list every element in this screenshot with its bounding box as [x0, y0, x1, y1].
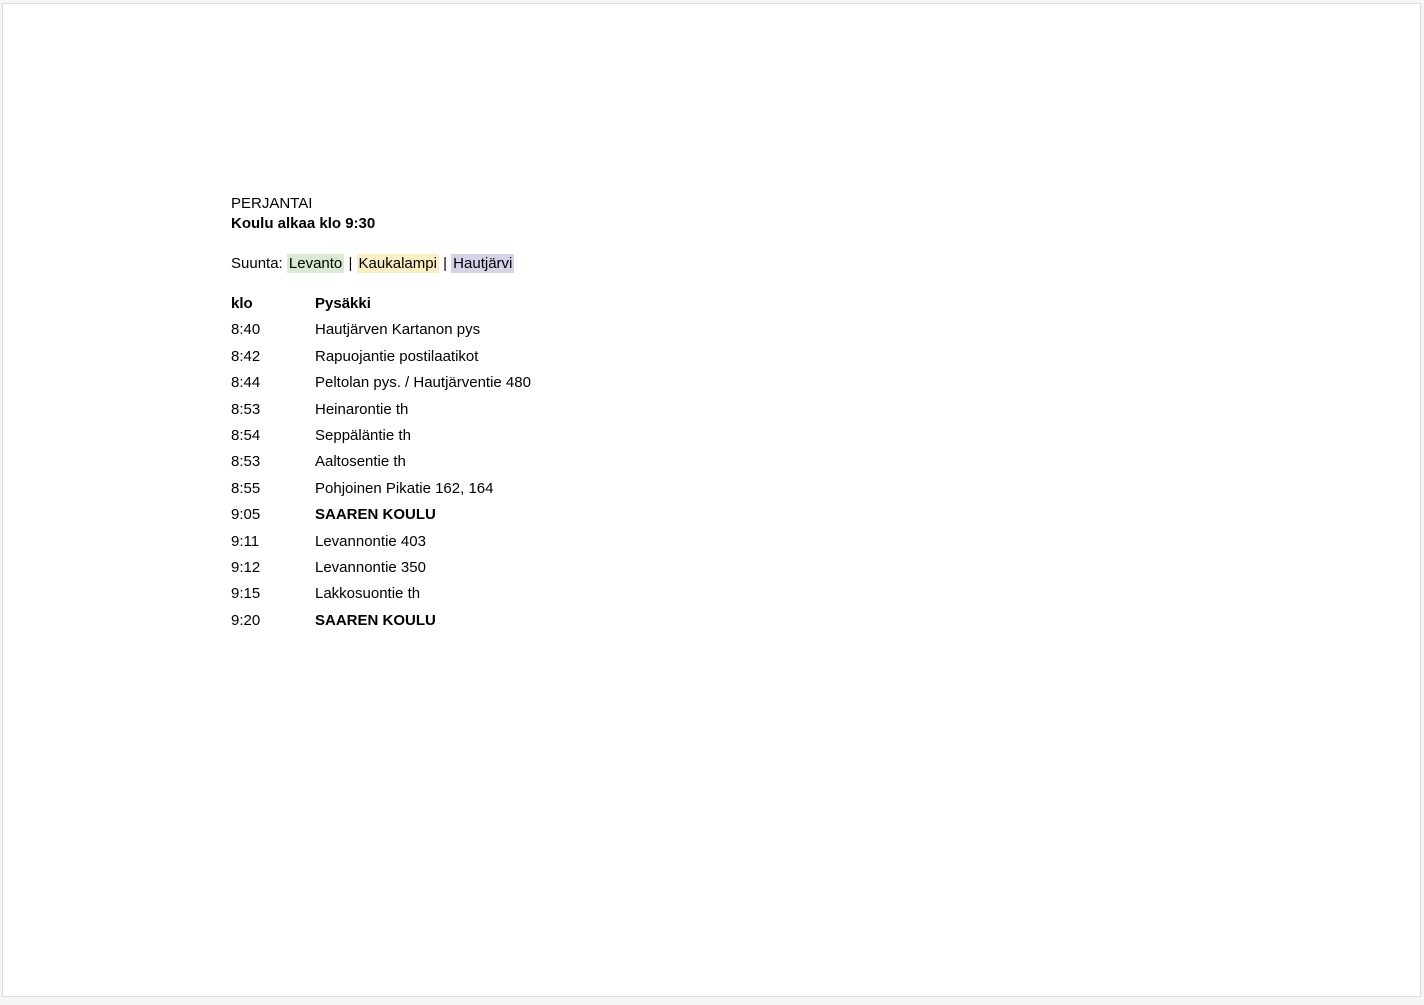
stop-time: 8:44: [231, 374, 261, 392]
stop-name: Pohjoinen Pikatie 162, 164: [315, 479, 494, 497]
table-row: [231, 317, 531, 343]
direction-separator: |: [348, 255, 353, 272]
stop-name: Aaltosentie th: [315, 453, 406, 471]
direction-stop-kaukalampi: Kaukalampi: [358, 255, 437, 272]
stop-name: Peltolan pys. / Hautjärventie 480: [315, 374, 531, 392]
table-row: [231, 608, 531, 634]
direction-stop-hautjarvi: Hautjärvi: [453, 255, 513, 272]
table-row: [231, 344, 531, 370]
stop-time: 8:53: [231, 400, 261, 418]
table-row: [231, 555, 531, 581]
stop-name: Lakkosuontie th: [315, 585, 421, 603]
table-row: [231, 423, 531, 449]
stop-time: 8:42: [231, 347, 261, 365]
table-row: [231, 449, 531, 475]
stop-time: 9:11: [231, 532, 260, 550]
blank-line: [231, 234, 531, 254]
stop-time: 9:05: [231, 506, 261, 524]
document-content: [231, 194, 531, 634]
table-row: [231, 370, 531, 396]
table-header-row: [231, 291, 531, 317]
table-row: [231, 529, 531, 555]
direction-label: Suunta:: [231, 255, 283, 272]
stop-name: Rapuojantie postilaatikot: [315, 347, 479, 365]
stop-time: 8:55: [231, 479, 261, 497]
stop-name: Levannontie 403: [315, 532, 426, 550]
header-stop: Pysäkki: [315, 295, 371, 312]
direction-line: [231, 254, 531, 274]
stop-name: Hautjärven Kartanon pys: [315, 321, 481, 339]
stop-name: Heinarontie th: [315, 400, 409, 418]
stop-name: Levannontie 350: [315, 559, 426, 577]
table-row: [231, 476, 531, 502]
stop-time: 8:54: [231, 427, 261, 445]
table-row: [231, 397, 531, 423]
stop-time: 8:40: [231, 321, 261, 339]
bus-schedule-table: [231, 291, 531, 634]
direction-separator: |: [443, 255, 447, 272]
stop-name: Seppäläntie th: [315, 427, 411, 445]
stop-name-school: SAAREN KOULU: [315, 611, 436, 629]
stop-time: 9:15: [231, 585, 261, 603]
school-start-subtitle: Koulu alkaa klo 9:30: [231, 215, 376, 232]
stop-name-school: SAAREN KOULU: [315, 506, 436, 524]
day-title: PERJANTAI: [231, 195, 313, 212]
table-row: [231, 502, 531, 528]
document-page: [2, 3, 1421, 997]
direction-stop-levanto: Levanto: [288, 255, 343, 272]
table-row: [231, 581, 531, 607]
header-time: klo: [231, 295, 253, 312]
stop-time: 9:12: [231, 559, 261, 577]
stop-time: 9:20: [231, 611, 261, 629]
stop-time: 8:53: [231, 453, 261, 471]
